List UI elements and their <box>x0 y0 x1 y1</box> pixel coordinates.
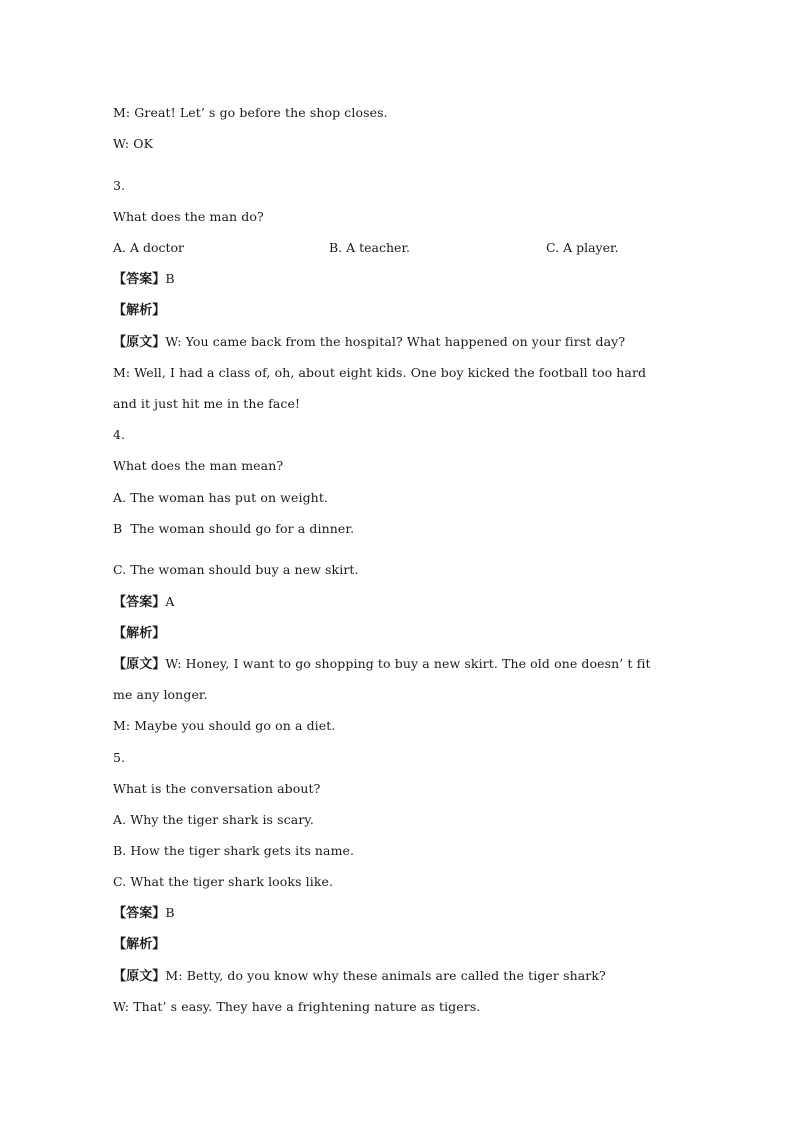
answer-value: A <box>165 594 175 609</box>
answer-line <box>113 905 175 922</box>
option-a: A. The woman has put on weight. <box>113 490 329 505</box>
answer-value: B <box>165 271 175 286</box>
answer-line <box>113 271 175 288</box>
answer-line <box>113 594 175 611</box>
script-text: M: Betty, do you know why these animals are called the tiger shark? <box>165 968 606 983</box>
analysis-tag: 【解析】 <box>113 626 166 641</box>
script-tag: 【原文】 <box>113 969 166 984</box>
answer-tag: 【答案】 <box>113 906 166 921</box>
script-line: me any longer. <box>113 687 208 702</box>
script-line <box>113 968 606 985</box>
question-number: 4. <box>113 427 126 442</box>
question-number: 3. <box>113 178 126 193</box>
answer-tag: 【答案】 <box>113 595 166 610</box>
script-line <box>113 656 651 673</box>
analysis-line <box>113 625 165 642</box>
question-text: What is the conversation about? <box>113 781 321 796</box>
answer-tag: 【答案】 <box>113 272 166 287</box>
option-b: B. How the tiger shark gets its name. <box>113 843 355 858</box>
analysis-line <box>113 302 165 319</box>
answer-value: B <box>165 905 175 920</box>
analysis-tag: 【解析】 <box>113 303 166 318</box>
option-a: A. Why the tiger shark is scary. <box>113 812 314 827</box>
option-c: C. The woman should buy a new skirt. <box>113 562 359 577</box>
analysis-line <box>113 936 165 953</box>
question-text: What does the man mean? <box>113 458 284 473</box>
script-line: M: Well, I had a class of, oh, about eight kids. One boy kicked the football too hard <box>113 365 647 380</box>
option-b: B. A teacher. <box>329 240 411 255</box>
script-tag: 【原文】 <box>113 335 166 350</box>
script-line <box>113 334 625 351</box>
dialogue-line-man: M: Great! Let’ s go before the shop closes. <box>113 105 388 120</box>
script-text: W: You came back from the hospital? What happened on your first day? <box>165 334 626 349</box>
question-text: What does the man do? <box>113 209 264 224</box>
script-line: M: Maybe you should go on a diet. <box>113 718 336 733</box>
question-number: 5. <box>113 750 126 765</box>
analysis-tag: 【解析】 <box>113 937 166 952</box>
option-a: A. A doctor <box>113 240 185 255</box>
script-text: W: Honey, I want to go shopping to buy a new skirt. The old one doesn’ t fit <box>165 656 651 671</box>
dialogue-line-woman: W: OK <box>113 136 154 151</box>
option-c: C. A player. <box>546 240 619 255</box>
script-line: W: That’ s easy. They have a frightening nature as tigers. <box>113 999 481 1014</box>
script-line: and it just hit me in the face! <box>113 396 301 411</box>
option-b: B The woman should go for a dinner. <box>113 521 355 536</box>
option-c: C. What the tiger shark looks like. <box>113 874 334 889</box>
script-tag: 【原文】 <box>113 657 166 672</box>
